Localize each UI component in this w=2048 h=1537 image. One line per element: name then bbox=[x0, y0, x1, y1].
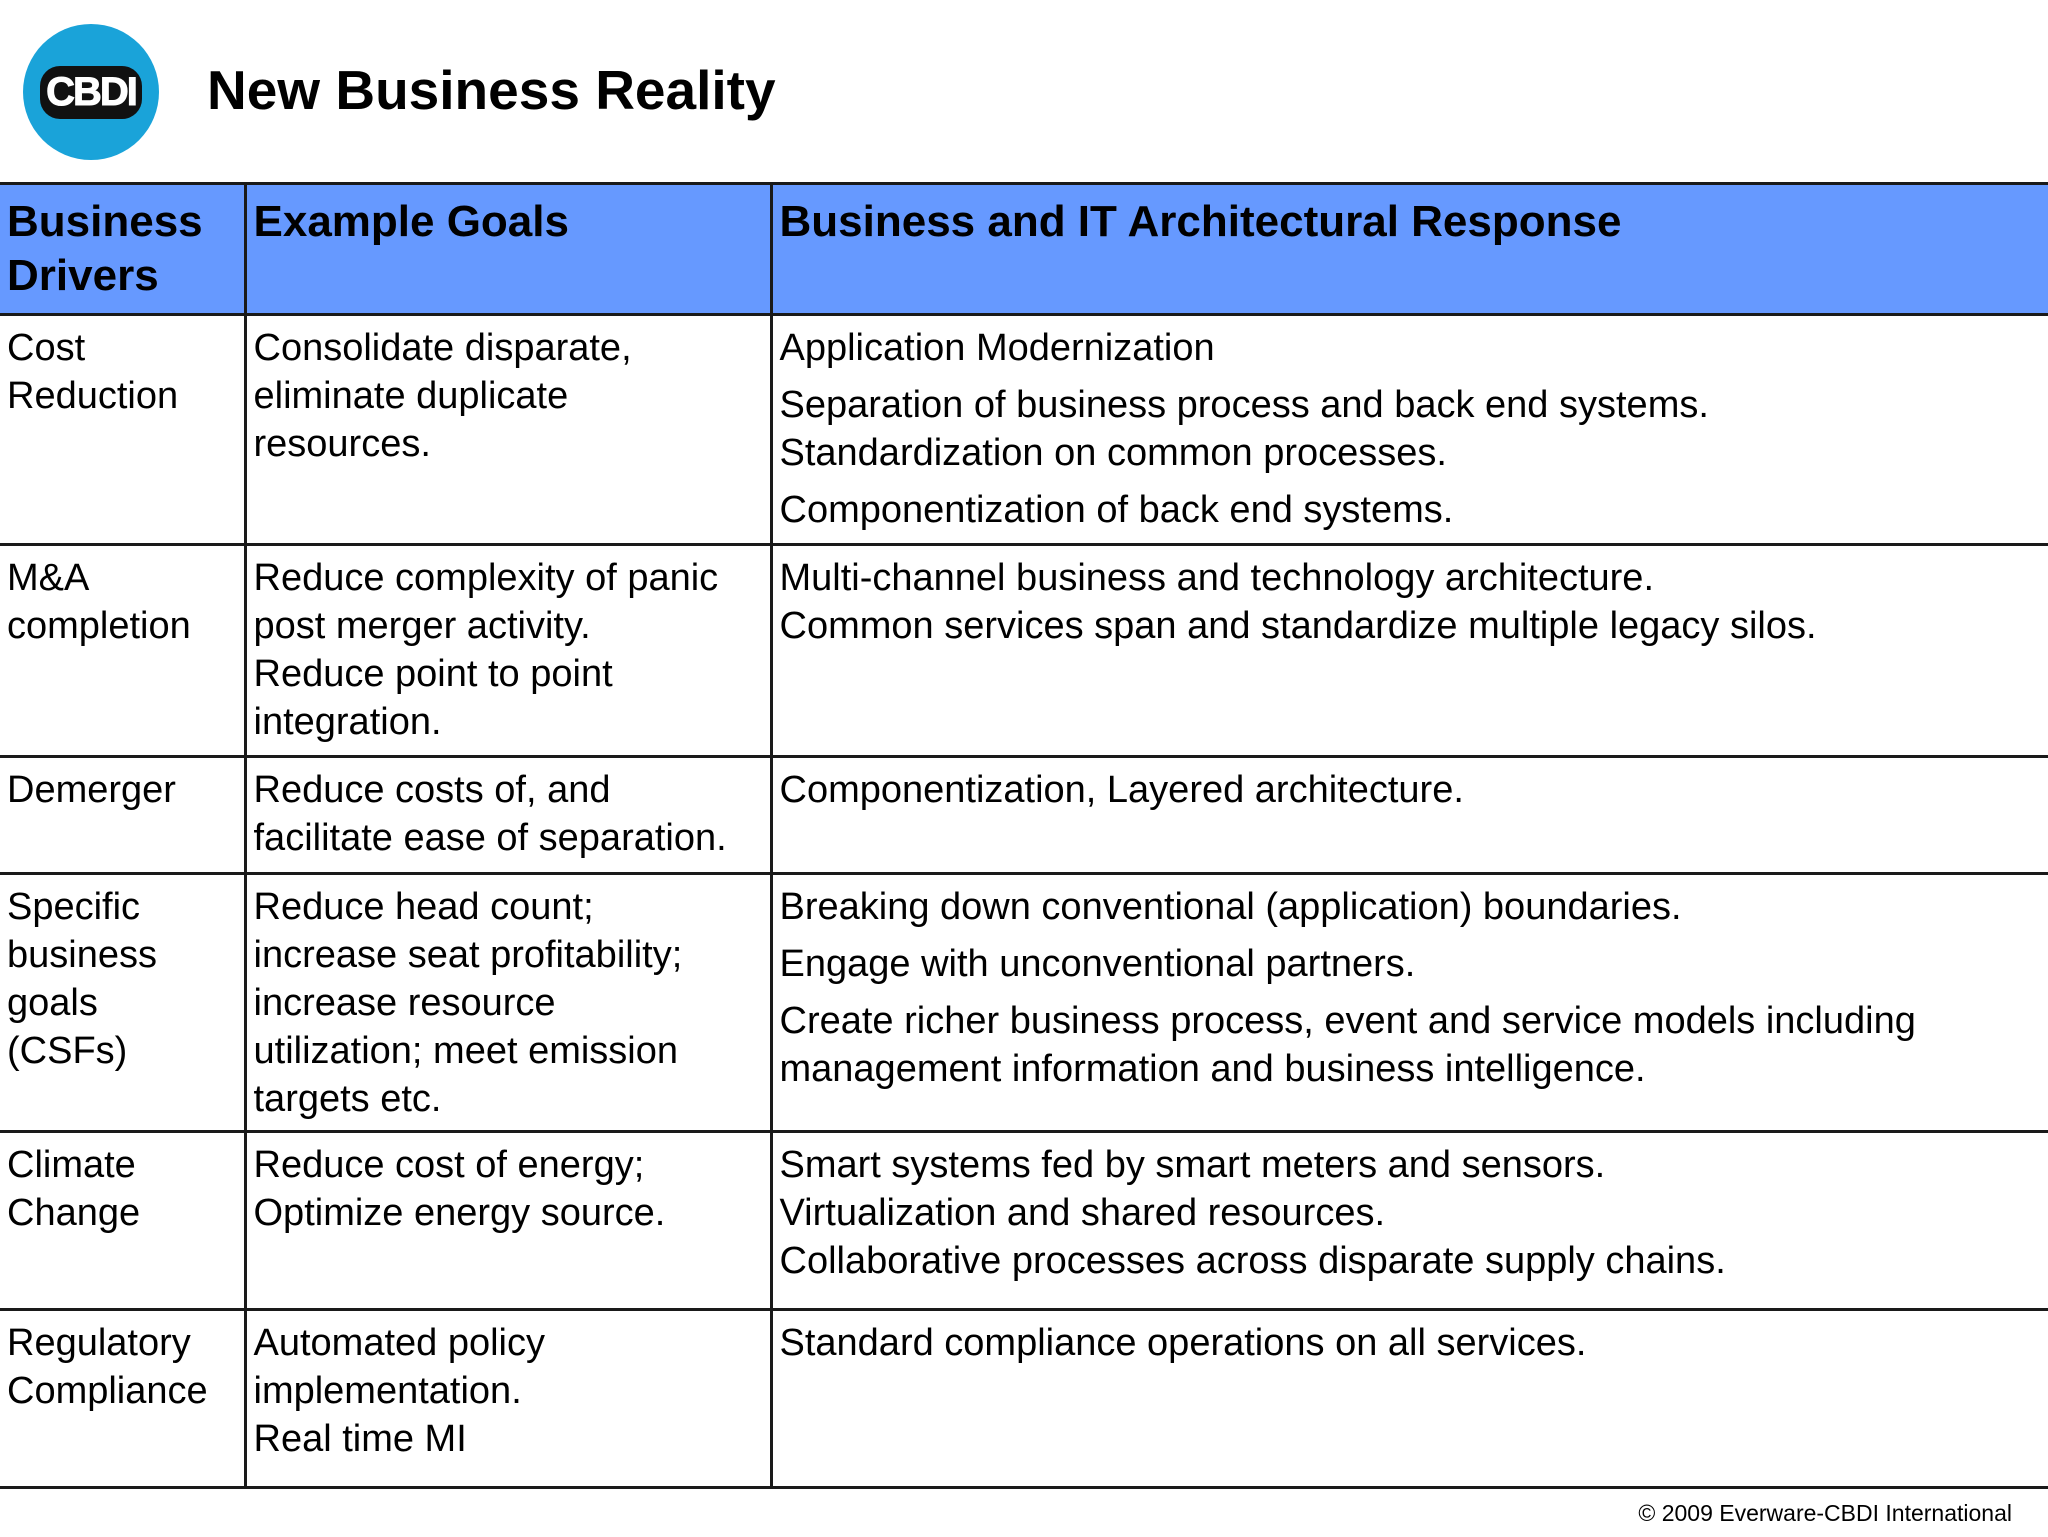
response-text-line: Separation of business process and back end systems. bbox=[779, 384, 1709, 426]
architectural-response-cell bbox=[771, 1310, 2048, 1488]
response-text-line: Componentization of back end systems. bbox=[779, 489, 1454, 531]
goal-text-line: utilization; meet emission bbox=[253, 1030, 679, 1072]
goal-text-line: targets etc. bbox=[253, 1078, 442, 1120]
driver-text-line: Regulatory bbox=[7, 1322, 191, 1364]
example-goals-cell bbox=[245, 1310, 771, 1488]
driver-text-line: Cost bbox=[7, 327, 86, 369]
architectural-response-cell bbox=[771, 757, 2048, 874]
column-header-architectural-response bbox=[771, 184, 2048, 315]
table-row bbox=[0, 1310, 2048, 1488]
response-text-line: Standardization on common processes. bbox=[779, 432, 1447, 474]
header-label: Business Drivers bbox=[7, 197, 203, 300]
driver-text-line: completion bbox=[7, 605, 191, 647]
table-row bbox=[0, 874, 2048, 1132]
response-text-line: management information and business intelligence. bbox=[779, 1048, 1646, 1090]
goal-text-line: Automated policy bbox=[253, 1322, 545, 1364]
goal-text-line: increase seat profitability; bbox=[253, 934, 683, 976]
driver-text-line: Compliance bbox=[7, 1370, 208, 1412]
goal-text-line: implementation. bbox=[253, 1370, 522, 1412]
copyright-notice: © 2009 Everware-CBDI International bbox=[1638, 1500, 2012, 1526]
table-row bbox=[0, 1132, 2048, 1310]
example-goals-cell bbox=[245, 545, 771, 757]
response-text-line: Multi-channel business and technology architecture. bbox=[779, 557, 1655, 599]
goal-text-line: Reduce cost of energy; bbox=[253, 1144, 645, 1186]
goal-text-line: Reduce head count; bbox=[253, 886, 594, 928]
driver-text-line: goals bbox=[7, 982, 98, 1024]
goal-text-line: Optimize energy source. bbox=[253, 1192, 666, 1234]
response-text-line: Application Modernization bbox=[779, 327, 1215, 369]
architectural-response-cell bbox=[771, 545, 2048, 757]
driver-text-line: Demerger bbox=[7, 769, 176, 811]
table-row bbox=[0, 757, 2048, 874]
business-driver-cell bbox=[0, 1310, 245, 1488]
example-goals-cell bbox=[245, 874, 771, 1132]
table-header-row bbox=[0, 184, 2048, 315]
driver-text-line: Specific bbox=[7, 886, 141, 928]
column-header-business-drivers bbox=[0, 184, 245, 315]
driver-text-line: M&A bbox=[7, 557, 90, 599]
goal-text-line: Reduce costs of, and bbox=[253, 769, 611, 811]
business-driver-cell bbox=[0, 315, 245, 545]
response-text-line: Standard compliance operations on all services. bbox=[779, 1322, 1587, 1364]
goal-text-line: increase resource bbox=[253, 982, 556, 1024]
example-goals-cell bbox=[245, 1132, 771, 1310]
example-goals-cell bbox=[245, 315, 771, 545]
driver-text-line: (CSFs) bbox=[7, 1030, 128, 1072]
header-label: Business and IT Architectural Response bbox=[779, 197, 1622, 246]
architectural-response-cell bbox=[771, 1132, 2048, 1310]
goal-text-line: post merger activity. bbox=[253, 605, 591, 647]
goal-text-line: resources. bbox=[253, 423, 431, 465]
goal-text-line: Consolidate disparate, bbox=[253, 327, 632, 369]
architectural-response-cell bbox=[771, 315, 2048, 545]
header-label: Example Goals bbox=[253, 197, 569, 246]
goal-text-line: integration. bbox=[253, 701, 442, 743]
goal-text-line: eliminate duplicate bbox=[253, 375, 569, 417]
business-driver-cell bbox=[0, 874, 245, 1132]
driver-text-line: Change bbox=[7, 1192, 141, 1234]
response-text-line: Common services span and standardize multiple legacy silos. bbox=[779, 605, 1817, 647]
goal-text-line: facilitate ease of separation. bbox=[253, 817, 727, 859]
architectural-response-cell bbox=[771, 874, 2048, 1132]
goal-text-line: Real time MI bbox=[253, 1418, 467, 1460]
driver-text-line: Climate bbox=[7, 1144, 136, 1186]
driver-text-line: Reduction bbox=[7, 375, 179, 417]
column-header-example-goals bbox=[245, 184, 771, 315]
driver-text-line: business bbox=[7, 934, 157, 976]
page-title: New Business Reality bbox=[207, 59, 776, 121]
response-text-line: Virtualization and shared resources. bbox=[779, 1192, 1386, 1234]
response-text-line: Create richer business process, event and service models including bbox=[779, 1000, 1916, 1042]
business-driver-cell bbox=[0, 1132, 245, 1310]
response-text-line: Engage with unconventional partners. bbox=[779, 943, 1416, 985]
table-row bbox=[0, 545, 2048, 757]
response-text-line: Breaking down conventional (application) boundaries. bbox=[779, 886, 1682, 928]
goal-text-line: Reduce complexity of panic bbox=[253, 557, 719, 599]
response-text-line: Smart systems fed by smart meters and sensors. bbox=[779, 1144, 1606, 1186]
response-text-line: Collaborative processes across disparate supply chains. bbox=[779, 1240, 1726, 1282]
table-row bbox=[0, 315, 2048, 545]
drivers-table bbox=[0, 182, 2048, 1489]
business-driver-cell bbox=[0, 545, 245, 757]
cbdi-logo bbox=[23, 24, 159, 160]
goal-text-line: Reduce point to point bbox=[253, 653, 613, 695]
business-driver-cell bbox=[0, 757, 245, 874]
example-goals-cell bbox=[245, 757, 771, 874]
response-text-line: Componentization, Layered architecture. bbox=[779, 769, 1464, 811]
logo-text: CBDI bbox=[40, 66, 142, 119]
